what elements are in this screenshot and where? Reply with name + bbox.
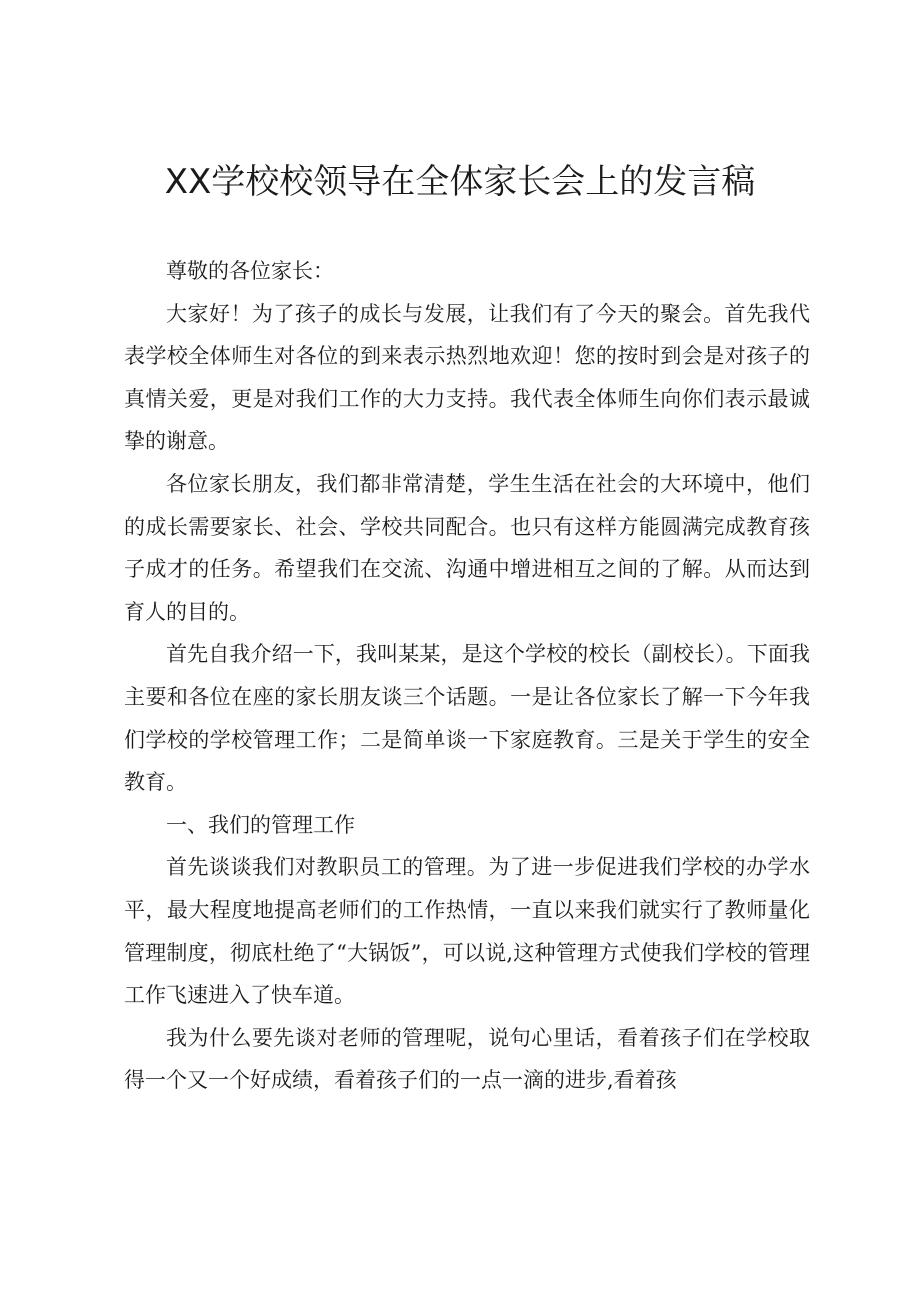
- paragraph-introduction: 首先自我介绍一下，我叫某某，是这个学校的校长（副校长）。下面我主要和各位在座的家长朋友谈三个话题。一是让各位家长了解一下今年我们学校的学校管理工作；二是简单谈一下家庭教育。三是关于学生的安全教育。: [124, 642, 810, 795]
- paragraph-cooperation: 各位家长朋友，我们都非常清楚，学生生活在社会的大环境中，他们的成长需要家长、社会、学校共同配合。也只有这样方能圆满完成教育孩子成才的任务。希望我们在交流、沟通中增进相互之间的了解。从而达到育人的目的。: [124, 471, 810, 624]
- section-heading-management: 一、我们的管理工作: [166, 812, 355, 837]
- paragraph-reason: 我为什么要先谈对老师的管理呢，说句心里话，看着孩子们在学校取得一个又一个好成绩，看着孩子们的一点一滴的进步,看着孩: [124, 1025, 810, 1093]
- salutation: 尊敬的各位家长：: [166, 259, 334, 283]
- document-body: [124, 250, 810, 1102]
- document-title: XX学校校领导在全体家长会上的发言稿: [164, 162, 756, 202]
- paragraph-greeting: 大家好！为了孩子的成长与发展，让我们有了今天的聚会。首先我代表学校全体师生对各位的到来表示热烈地欢迎！您的按时到会是对孩子的真情关爱，更是对我们工作的大力支持。我代表全体师生向你们表示最诚挚的谢意。: [124, 301, 810, 454]
- paragraph-staff-management: 首先谈谈我们对教职员工的管理。为了进一步促进我们学校的办学水平，最大程度地提高老师们的工作热情，一直以来我们就实行了教师量化管理制度，彻底杜绝了“大锅饭”，可以说,这种管理方式使我们学校的管理工作飞速进入了快车道。: [124, 855, 810, 1008]
